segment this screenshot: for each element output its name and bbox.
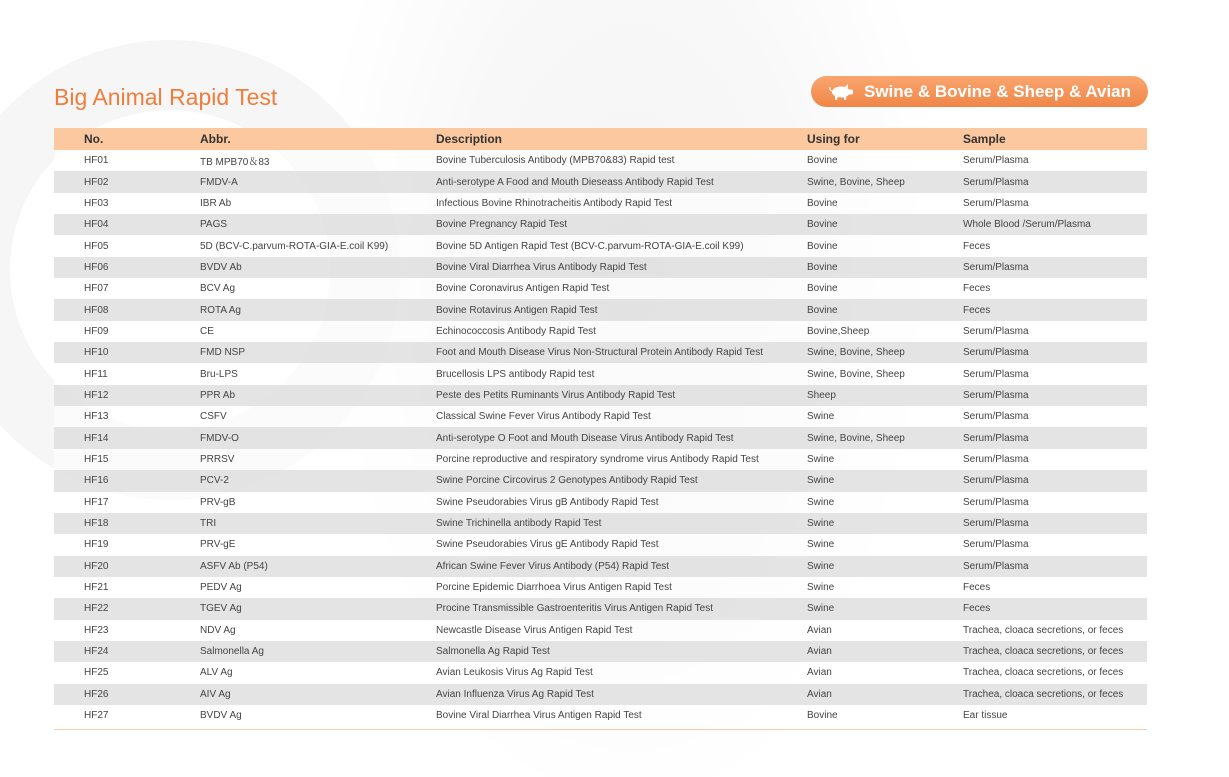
cell-description: Anti-serotype O Foot and Mouth Disease Virus Antibody Rapid Test: [436, 432, 734, 444]
table-row: [54, 321, 1147, 342]
page-title: Big Animal Rapid Test: [54, 84, 278, 110]
cell-using-for: Swine: [807, 518, 835, 530]
column-header-abbr: Abbr.: [200, 132, 231, 146]
table-row: [54, 470, 1147, 491]
cell-using-for: Avian: [807, 646, 832, 658]
cell-description: Infectious Bovine Rhinotracheitis Antibody Rapid Test: [436, 197, 673, 209]
table-row: [54, 278, 1147, 299]
cell-no: HF22: [84, 603, 109, 615]
cell-description: Bovine Pregnancy Rapid Test: [436, 219, 568, 231]
cell-no: HF27: [84, 710, 109, 722]
table-row: [54, 427, 1147, 448]
cell-sample: Serum/Plasma: [963, 155, 1029, 167]
table-body: [54, 150, 1147, 726]
cell-using-for: Bovine: [807, 197, 838, 209]
cell-using-for: Bovine: [807, 219, 838, 231]
cell-abbr: PRV-gE: [200, 539, 236, 551]
cell-abbr: PEDV Ag: [200, 582, 242, 594]
cell-using-for: Avian: [807, 624, 832, 636]
cell-description: Swine Pseudorabies Virus gB Antibody Rapid Test: [436, 496, 659, 508]
cell-abbr: PAGS: [200, 219, 228, 231]
cell-sample: Serum/Plasma: [963, 261, 1029, 273]
cell-using-for: Bovine: [807, 261, 838, 273]
cell-description: Newcastle Disease Virus Antigen Rapid Test: [436, 624, 633, 636]
cell-sample: Ear tissue: [963, 710, 1008, 722]
cell-abbr: ASFV Ab (P54): [200, 560, 268, 572]
cell-sample: Whole Blood /Serum/Plasma: [963, 219, 1091, 231]
cell-no: HF26: [84, 688, 109, 700]
product-table: [54, 128, 1147, 726]
cell-sample: Feces: [963, 304, 991, 316]
cell-using-for: Bovine: [807, 304, 838, 316]
cell-using-for: Swine: [807, 411, 835, 423]
cell-no: HF16: [84, 475, 109, 487]
cell-using-for: Swine, Bovine, Sheep: [807, 368, 905, 380]
table-row: [54, 620, 1147, 641]
cell-abbr: Bru-LPS: [200, 368, 238, 380]
cell-sample: Trachea, cloaca secretions, or feces: [963, 624, 1124, 636]
cell-sample: Serum/Plasma: [963, 347, 1029, 359]
cell-no: HF05: [84, 240, 109, 252]
table-header-row: [54, 128, 1147, 150]
cell-using-for: Bovine: [807, 283, 838, 295]
table-row: [54, 150, 1147, 171]
cell-sample: Serum/Plasma: [963, 518, 1029, 530]
cell-sample: Serum/Plasma: [963, 389, 1029, 401]
table-row: [54, 257, 1147, 278]
cell-no: HF02: [84, 176, 109, 188]
cell-sample: Serum/Plasma: [963, 176, 1029, 188]
cell-description: Bovine Tuberculosis Antibody (MPB70&83) Rapid test: [436, 155, 675, 167]
cell-abbr: TGEV Ag: [200, 603, 242, 615]
column-header-description: Description: [436, 132, 503, 146]
cell-using-for: Swine: [807, 560, 835, 572]
cell-using-for: Swine, Bovine, Sheep: [807, 432, 905, 444]
column-header-no: No.: [84, 132, 104, 146]
cell-description: Anti-serotype A Food and Mouth Dieseass Antibody Rapid Test: [436, 176, 714, 188]
cell-no: HF15: [84, 453, 109, 465]
column-header-using-for: Using for: [807, 132, 860, 146]
cell-no: HF10: [84, 347, 109, 359]
table-row: [54, 598, 1147, 619]
cell-abbr: TB MPB70＆83: [200, 157, 270, 169]
table-row: [54, 492, 1147, 513]
table-row: [54, 235, 1147, 256]
cell-using-for: Swine: [807, 453, 835, 465]
cell-abbr: FMDV-O: [200, 432, 239, 444]
cell-no: HF01: [84, 155, 109, 167]
cell-no: HF06: [84, 261, 109, 273]
cell-no: HF17: [84, 496, 109, 508]
cell-sample: Serum/Plasma: [963, 432, 1029, 444]
cell-using-for: Swine, Bovine, Sheep: [807, 347, 905, 359]
cell-description: Porcine Epidemic Diarrhoea Virus Antigen Rapid Test: [436, 582, 672, 594]
cell-abbr: BCV Ag: [200, 283, 236, 295]
cell-description: Foot and Mouth Disease Virus Non-Structural Protein Antibody Rapid Test: [436, 347, 764, 359]
cell-description: Porcine reproductive and respiratory syndrome virus Antibody Rapid Test: [436, 453, 759, 465]
cell-abbr: FMD NSP: [200, 347, 245, 359]
cell-using-for: Swine: [807, 603, 835, 615]
cell-abbr: ALV Ag: [200, 667, 233, 679]
cell-abbr: FMDV-A: [200, 176, 238, 188]
cell-using-for: Swine: [807, 582, 835, 594]
table-row: [54, 534, 1147, 555]
cell-description: Procine Transmissible Gastroenteritis Virus Antigen Rapid Test: [436, 603, 713, 615]
cell-no: HF11: [84, 368, 108, 380]
cell-sample: Serum/Plasma: [963, 475, 1029, 487]
cell-no: HF23: [84, 624, 109, 636]
cell-sample: Feces: [963, 240, 991, 252]
cell-sample: Serum/Plasma: [963, 368, 1029, 380]
cell-description: Swine Porcine Circovirus 2 Genotypes Antibody Rapid Test: [436, 475, 698, 487]
cell-sample: Serum/Plasma: [963, 411, 1029, 423]
cell-description: African Swine Fever Virus Antibody (P54) Rapid Test: [436, 560, 670, 572]
table-row: [54, 513, 1147, 534]
bottom-divider: [54, 729, 1147, 730]
column-header-sample: Sample: [963, 132, 1006, 146]
cell-description: Bovine Viral Diarrhea Virus Antibody Rapid Test: [436, 261, 647, 273]
cell-description: Salmonella Ag Rapid Test: [436, 646, 550, 658]
cell-using-for: Bovine: [807, 710, 838, 722]
cell-sample: Trachea, cloaca secretions, or feces: [963, 688, 1124, 700]
cell-sample: Serum/Plasma: [963, 453, 1029, 465]
cell-using-for: Swine: [807, 475, 835, 487]
cell-abbr: ROTA Ag: [200, 304, 241, 316]
cell-sample: Serum/Plasma: [963, 560, 1029, 572]
cell-description: Bovine Coronavirus Antigen Rapid Test: [436, 283, 610, 295]
cell-no: HF24: [84, 646, 109, 658]
cell-sample: Serum/Plasma: [963, 325, 1029, 337]
cell-sample: Serum/Plasma: [963, 539, 1029, 551]
cell-description: Swine Trichinella antibody Rapid Test: [436, 518, 602, 530]
cell-using-for: Avian: [807, 667, 832, 679]
cell-no: HF04: [84, 219, 109, 231]
cell-sample: Feces: [963, 283, 991, 295]
cell-description: Avian Leukosis Virus Ag Rapid Test: [436, 667, 593, 679]
cell-no: HF09: [84, 325, 109, 337]
cell-sample: Feces: [963, 603, 991, 615]
cell-abbr: TRI: [200, 518, 217, 530]
cell-description: Bovine Viral Diarrhea Virus Antigen Rapid Test: [436, 710, 642, 722]
cell-abbr: BVDV Ag: [200, 710, 242, 722]
pig-icon: [828, 84, 854, 100]
cell-no: HF20: [84, 560, 109, 572]
cell-no: HF21: [84, 582, 109, 594]
cell-sample: Serum/Plasma: [963, 496, 1029, 508]
cell-using-for: Swine: [807, 496, 835, 508]
cell-no: HF03: [84, 197, 109, 209]
table-row: [54, 406, 1147, 427]
cell-using-for: Swine, Bovine, Sheep: [807, 176, 905, 188]
cell-no: HF12: [84, 389, 109, 401]
table-row: [54, 556, 1147, 577]
cell-using-for: Bovine,Sheep: [807, 325, 870, 337]
cell-sample: Trachea, cloaca secretions, or feces: [963, 667, 1124, 679]
cell-no: HF19: [84, 539, 109, 551]
cell-description: Avian Influenza Virus Ag Rapid Test: [436, 688, 594, 700]
cell-abbr: PRRSV: [200, 453, 235, 465]
table-row: [54, 363, 1147, 384]
table-row: [54, 684, 1147, 705]
table-row: [54, 299, 1147, 320]
cell-using-for: Bovine: [807, 240, 838, 252]
cell-description: Echinococcosis Antibody Rapid Test: [436, 325, 596, 337]
cell-abbr: CE: [200, 325, 214, 337]
cell-no: HF07: [84, 283, 109, 295]
cell-abbr: PCV-2: [200, 475, 229, 487]
cell-no: HF18: [84, 518, 109, 530]
cell-abbr: 5D (BCV-C.parvum-ROTA-GIA-E.coil K99): [200, 240, 389, 252]
cell-abbr: NDV Ag: [200, 624, 236, 636]
cell-description: Bovine 5D Antigen Rapid Test (BCV-C.parvum-ROTA-GIA-E.coil K99): [436, 240, 744, 252]
cell-no: HF25: [84, 667, 109, 679]
table-row: [54, 385, 1147, 406]
cell-using-for: Bovine: [807, 155, 838, 167]
cell-using-for: Swine: [807, 539, 835, 551]
cell-description: Peste des Petits Ruminants Virus Antibody Rapid Test: [436, 389, 676, 401]
table-row: [54, 171, 1147, 192]
table-row: [54, 449, 1147, 470]
cell-description: Swine Pseudorabies Virus gE Antibody Rapid Test: [436, 539, 659, 551]
cell-abbr: BVDV Ab: [200, 261, 242, 273]
cell-no: HF14: [84, 432, 109, 444]
table-row: [54, 705, 1147, 726]
badge-label: Swine & Bovine & Sheep & Avian: [863, 81, 1132, 101]
cell-description: Brucellosis LPS antibody Rapid test: [436, 368, 595, 380]
cell-abbr: PRV-gB: [200, 496, 236, 508]
cell-sample: Trachea, cloaca secretions, or feces: [963, 646, 1124, 658]
cell-using-for: Sheep: [807, 389, 836, 401]
cell-abbr: IBR Ab: [200, 197, 232, 209]
table-row: [54, 662, 1147, 683]
cell-abbr: CSFV: [200, 411, 227, 423]
table-row: [54, 577, 1147, 598]
cell-sample: Feces: [963, 582, 991, 594]
table-row: [54, 342, 1147, 363]
table-row: [54, 193, 1147, 214]
cell-using-for: Avian: [807, 688, 832, 700]
cell-abbr: AIV Ag: [200, 688, 231, 700]
cell-abbr: PPR Ab: [200, 389, 236, 401]
cell-description: Classical Swine Fever Virus Antibody Rapid Test: [436, 411, 651, 423]
table-row: [54, 214, 1147, 235]
cell-description: Bovine Rotavirus Antigen Rapid Test: [436, 304, 598, 316]
cell-no: HF13: [84, 411, 109, 423]
cell-sample: Serum/Plasma: [963, 197, 1029, 209]
cell-no: HF08: [84, 304, 109, 316]
table-row: [54, 641, 1147, 662]
cell-abbr: Salmonella Ag: [200, 646, 264, 658]
category-badge: [811, 76, 1148, 107]
